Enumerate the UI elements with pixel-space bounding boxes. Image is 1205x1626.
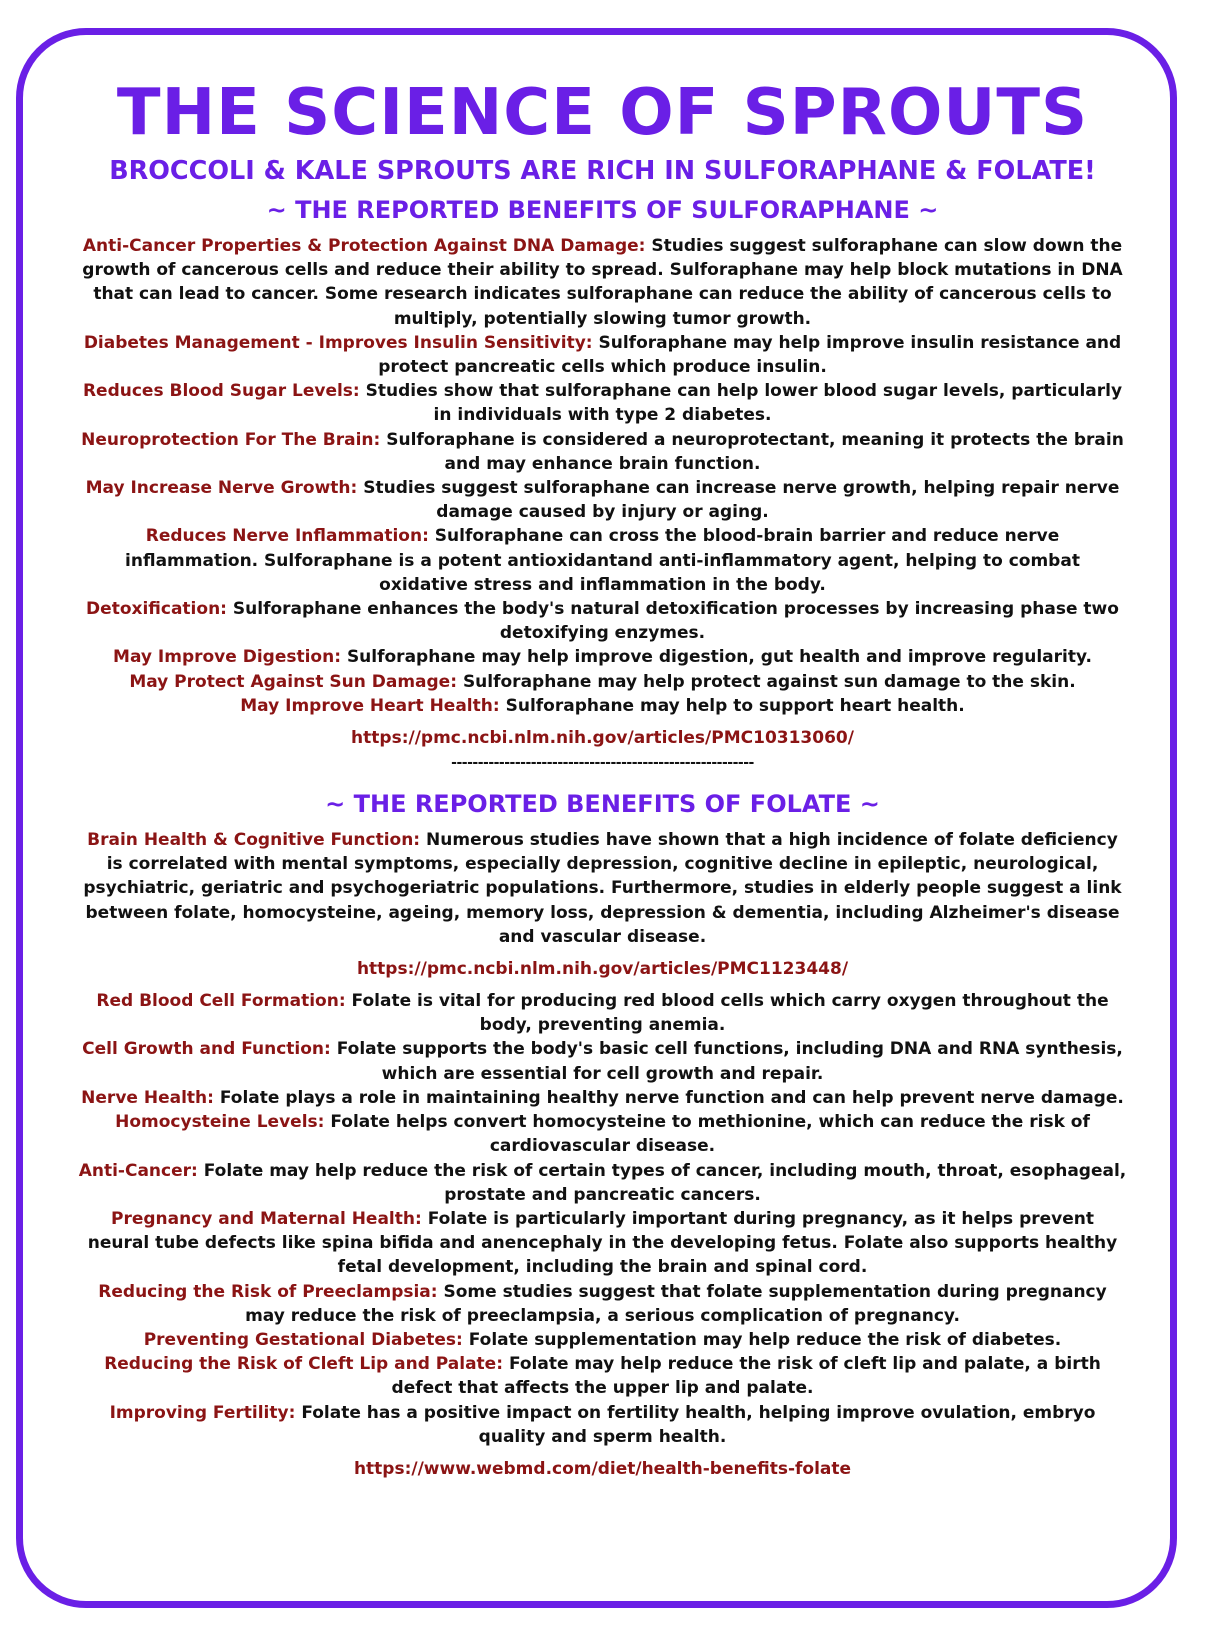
list-item	[60, 597, 1145, 645]
list-item	[60, 1352, 1145, 1400]
benefit-term: May Improve Heart Health:	[240, 695, 500, 716]
list-item	[60, 670, 1145, 694]
benefit-description: Sulforaphane enhances the body's natural detoxification processes by increasing phase two detoxifying enzymes.	[232, 599, 1119, 644]
list-item	[60, 331, 1145, 379]
benefit-term: Diabetes Management - Improves Insulin Sensitivity:	[83, 332, 593, 353]
benefit-term: Reduces Blood Sugar Levels:	[82, 381, 360, 402]
benefit-description: Sulforaphane is considered a neuroprotectant, meaning it protects the brain and may enhance brain function.	[386, 429, 1124, 474]
poster-content	[60, 78, 1145, 1485]
sulforaphane-benefits-list	[60, 234, 1145, 718]
folate-heading: ~ THE REPORTED BENEFITS OF FOLATE ~	[325, 790, 880, 819]
benefit-term: Reduces Nerve Inflammation:	[145, 526, 429, 547]
list-item	[60, 1110, 1145, 1158]
sulforaphane-reference-link[interactable]: https://pmc.ncbi.nlm.nih.gov/articles/PMC10313060/	[351, 728, 854, 749]
folate-benefits-list	[60, 989, 1145, 1449]
benefit-description: Folate plays a role in maintaining healthy nerve function and can help prevent nerve damage.	[219, 1087, 1124, 1108]
benefit-description: Folate supports the body's basic cell functions, including DNA and RNA synthesis, which are essential for cell growth and repair.	[336, 1039, 1123, 1084]
benefit-term: Homocysteine Levels:	[115, 1112, 325, 1133]
section-divider: ---------------------------------------------------------	[451, 755, 754, 772]
list-item	[60, 694, 1145, 718]
list-item	[60, 1328, 1145, 1352]
list-item	[60, 476, 1145, 524]
benefit-term: Anti-Cancer:	[78, 1160, 198, 1181]
benefit-term: Reducing the Risk of Cleft Lip and Palate:	[104, 1354, 504, 1375]
benefit-description: Studies suggest sulforaphane can increase nerve growth, helping repair nerve damage caused by injury or aging.	[363, 478, 1120, 523]
list-item	[60, 1159, 1145, 1207]
benefit-term: Detoxification:	[86, 599, 227, 620]
list-item	[60, 1037, 1145, 1085]
benefit-description: Sulforaphane can cross the blood-brain barrier and reduce nerve inflammation. Sulforaphane is a potent antioxidantand anti-inflammatory agent, helping to combat oxidative stress and inflammation in the body.	[125, 526, 1080, 595]
benefit-description: Sulforaphane may help protect against sun damage to the skin.	[462, 671, 1076, 692]
folate-reference-link[interactable]: https://www.webmd.com/diet/health-benefits-folate	[353, 1458, 852, 1479]
benefit-term: Nerve Health:	[81, 1087, 214, 1108]
benefit-description: Studies suggest sulforaphane can slow down the growth of cancerous cells and reduce their ability to spread. Sulforaphane may help block mutations in DNA that can lead to cancer. Some research indicates sulforaphane can reduce the ability of cancerous cells to multiply, potentially slowing tumor growth.	[82, 236, 1123, 329]
list-item	[60, 524, 1145, 597]
list-item	[60, 989, 1145, 1037]
list-item	[60, 1280, 1145, 1328]
benefit-term: May Increase Nerve Growth:	[85, 478, 358, 499]
benefit-description: Folate is particularly important during pregnancy, as it helps prevent neural tube defects like spina bifida and anencephaly in the developing fetus. Folate also supports healthy fetal development, including the brain and spinal cord.	[87, 1208, 1118, 1278]
list-item	[60, 1207, 1145, 1280]
list-item	[60, 1401, 1145, 1449]
benefit-description: Folate supplementation may help reduce the risk of diabetes.	[468, 1329, 1062, 1350]
benefit-term: Pregnancy and Maternal Health:	[110, 1208, 422, 1229]
benefit-description: Folate helps convert homocysteine to methionine, which can reduce the risk of cardiovascular disease.	[330, 1112, 1090, 1157]
list-item	[60, 379, 1145, 427]
benefit-term: Improving Fertility:	[109, 1402, 296, 1423]
benefit-term: Anti-Cancer Properties & Protection Against DNA Damage:	[82, 236, 646, 256]
benefit-term: May Improve Digestion:	[113, 647, 342, 668]
sulforaphane-heading: ~ THE REPORTED BENEFITS OF SULFORAPHANE ~	[266, 196, 939, 224]
benefit-term: Reducing the Risk of Preeclampsia:	[98, 1281, 438, 1302]
benefit-description: Folate may help reduce the risk of certain types of cancer, including mouth, throat, esophageal, prostate and pancreatic cancers.	[203, 1160, 1127, 1205]
folate-intro-item	[60, 828, 1145, 949]
page-title: THE SCIENCE OF SPROUTS	[116, 76, 1089, 150]
list-item	[60, 428, 1145, 476]
benefit-description: Sulforaphane may help improve insulin resistance and protect pancreatic cells which produce insulin.	[378, 332, 1122, 378]
benefit-description: Some studies suggest that folate supplementation during pregnancy may reduce the risk of preeclampsia, a serious complication of pregnancy.	[245, 1281, 1107, 1326]
benefit-description: Numerous studies have shown that a high incidence of folate deficiency is correlated with mental symptoms, especially depression, cognitive decline in epileptic, neurological, psychiatric, geriatric and psychogeriatric populations. Furthermore, studies in elderly people suggest a link between folate, homocysteine, ageing, memory loss, depression & dementia, including Alzheimer's disease and vascular disease.	[83, 830, 1122, 947]
benefit-description: Sulforaphane may help to support heart health.	[505, 695, 965, 716]
benefit-term: Brain Health & Cognitive Function:	[87, 830, 421, 851]
benefit-term: Red Blood Cell Formation:	[96, 991, 346, 1012]
folate-intro-reference-link[interactable]: https://pmc.ncbi.nlm.nih.gov/articles/PMC1123448/	[356, 959, 849, 980]
list-item	[60, 234, 1145, 331]
benefit-term: Neuroprotection For The Brain:	[81, 429, 381, 450]
page-subtitle: BROCCOLI & KALE SPROUTS ARE RICH IN SULFORAPHANE & FOLATE!	[109, 156, 1096, 186]
benefit-term: Preventing Gestational Diabetes:	[143, 1329, 463, 1350]
benefit-description: Folate has a positive impact on fertility health, helping improve ovulation, embryo quality and sperm health.	[301, 1402, 1096, 1447]
benefit-description: Folate is vital for producing red blood cells which carry oxygen throughout the body, preventing anemia.	[351, 991, 1109, 1036]
list-item	[60, 1086, 1145, 1110]
benefit-description: Studies show that sulforaphane can help lower blood sugar levels, particularly in individuals with type 2 diabetes.	[365, 381, 1123, 426]
benefit-description: Sulforaphane may help improve digestion, gut health and improve regularity.	[346, 647, 1092, 668]
benefit-description: Folate may help reduce the risk of cleft lip and palate, a birth defect that affects the upper lip and palate.	[391, 1354, 1101, 1399]
benefit-term: Cell Growth and Function:	[82, 1039, 331, 1060]
benefit-term: May Protect Against Sun Damage:	[129, 671, 458, 692]
list-item	[60, 645, 1145, 669]
